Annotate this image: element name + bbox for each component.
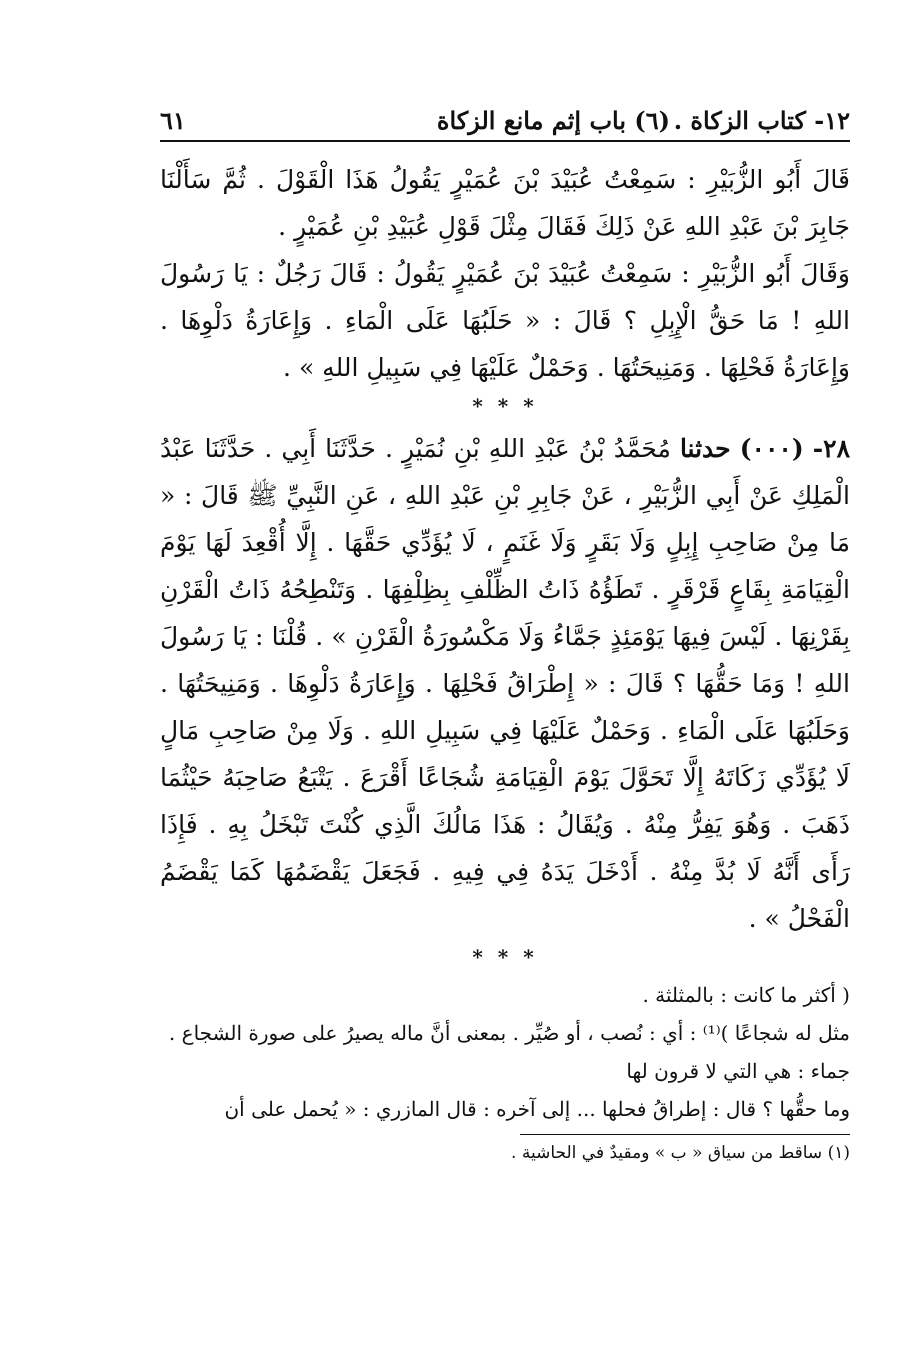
hadith-paragraph (160, 425, 850, 942)
note: جماء : هي التي لا قرون لها (626, 1059, 850, 1083)
footnotes (511, 1134, 850, 1167)
hadith-text: مُحَمَّدُ بْنُ عَبْدِ اللهِ بْنِ نُمَيْرٍ . حَدَّثَنَا أَبِي . حَدَّثَنَا عَبْدُ الْمَلِكِ عَنْ أَبِي الزُّبَيْرِ ، عَنْ جَابِرِ بْنِ عَبْدِ اللهِ ، عَنِ النَّبِيِّ ﷺ قَالَ : « مَا مِنْ صَاحِبِ إِبِلٍ وَلَا بَقَرٍ وَلَا غَنَمٍ ، لَا يُؤَدِّي حَقَّهَا . إِلَّا أُقْعِدَ لَهَا يَوْمَ الْقِيَامَةِ بِقَاعٍ قَرْقَرٍ . تَطَؤُهُ ذَاتُ الظِّلْفِ بِظِلْفِهَا . وَتَنْطِحُهُ ذَاتُ الْقَرْنِ بِقَرْنِهَا . لَيْسَ فِيهَا يَوْمَئِذٍ جَمَّاءُ وَلَا مَكْسُورَةُ الْقَرْنِ » . قُلْنَا : يَا رَسُولَ اللهِ ! وَمَا حَقُّهَا ؟ قَالَ : « إِطْرَاقُ فَحْلِهَا . وَإِعَارَةُ دَلْوِهَا . وَمَنِيحَتُهَا . وَحَلَبُهَا عَلَى الْمَاءِ . وَحَمْلٌ عَلَيْهَا فِي سَبِيلِ اللهِ . وَلَا مِنْ صَاحِبِ مَالٍ لَا يُؤَدِّي زَكَاتَهُ إِلَّا تَحَوَّلَ يَوْمَ الْقِيَامَةِ شُجَاعًا أَقْرَعَ . يَتْبَعُ صَاحِبَهُ حَيْثُمَا ذَهَبَ . وَهُوَ يَفِرُّ مِنْهُ . وَيُقَالُ : هَذَا مَالُكَ الَّذِي كُنْتَ تَبْخَلُ بِهِ . فَإِذَا رَأَى أَنَّهُ لَا بُدَّ مِنْهُ . أَدْخَلَ يَدَهُ فِي فِيهِ . فَجَعَلَ يَقْضَمُهَا كَمَا يَقْضَمُ الْفَحْلُ » . (160, 434, 850, 933)
section-title: (٦) باب إثم مانع الزكاة (436, 106, 670, 135)
running-header (160, 100, 850, 142)
commentary (160, 976, 850, 1128)
chapter-title: ١٢- كتاب الزكاة . (673, 106, 850, 135)
separator: * * * (472, 394, 538, 418)
page-number: ٦١ (160, 106, 186, 135)
paragraph: قَالَ أَبُو الزُّبَيْرِ : سَمِعْتُ عُبَيْدَ بْنَ عُمَيْرٍ يَقُولُ هَذَا الْقَوْلَ . ثُمَّ سَأَلْنَا جَابِرَ بْنَ عَبْدِ اللهِ عَنْ ذَلِكَ فَقَالَ مِثْلَ قَوْلِ عُبَيْدِ بْنِ عُمَيْرٍ . (160, 165, 850, 241)
separator: * * * (472, 945, 538, 969)
hadith-lead: حدثنا (679, 434, 731, 463)
note: مثل له شجاعًا )⁽¹⁾ : أي : نُصب ، أو صُيِّر . بمعنى أنَّ ماله يصيرُ على صورة الشجاع . (168, 1021, 850, 1045)
paragraph: وَقَالَ أَبُو الزُّبَيْرِ : سَمِعْتُ عُبَيْدَ بْنَ عُمَيْرٍ يَقُولُ : قَالَ رَجُلٌ : يَا رَسُولَ اللهِ ! مَا حَقُّ الْإِبِلِ ؟ قَالَ : « حَلَبُهَا عَلَى الْمَاءِ . وَإِعَارَةُ دَلْوِهَا . وَإِعَارَةُ فَحْلِهَا . وَمَنِيحَتُهَا . وَحَمْلٌ عَلَيْهَا فِي سَبِيلِ اللهِ » . (160, 259, 850, 382)
note: وما حقُّها ؟ قال : إطراقُ فحلها ... إلى آخره : قال المازري : « يُحمل على أن (224, 1097, 850, 1121)
note: ( أكثر ما كانت : بالمثلثة . (642, 983, 850, 1007)
hadith-ref: (٠٠٠) (739, 434, 804, 463)
page (160, 100, 850, 1167)
main-text (160, 156, 850, 970)
hadith-number: ٢٨- (812, 434, 850, 463)
footnote: (١) ساقط من سياق « ب » ومقيدٌ في الحاشية . (511, 1143, 850, 1163)
